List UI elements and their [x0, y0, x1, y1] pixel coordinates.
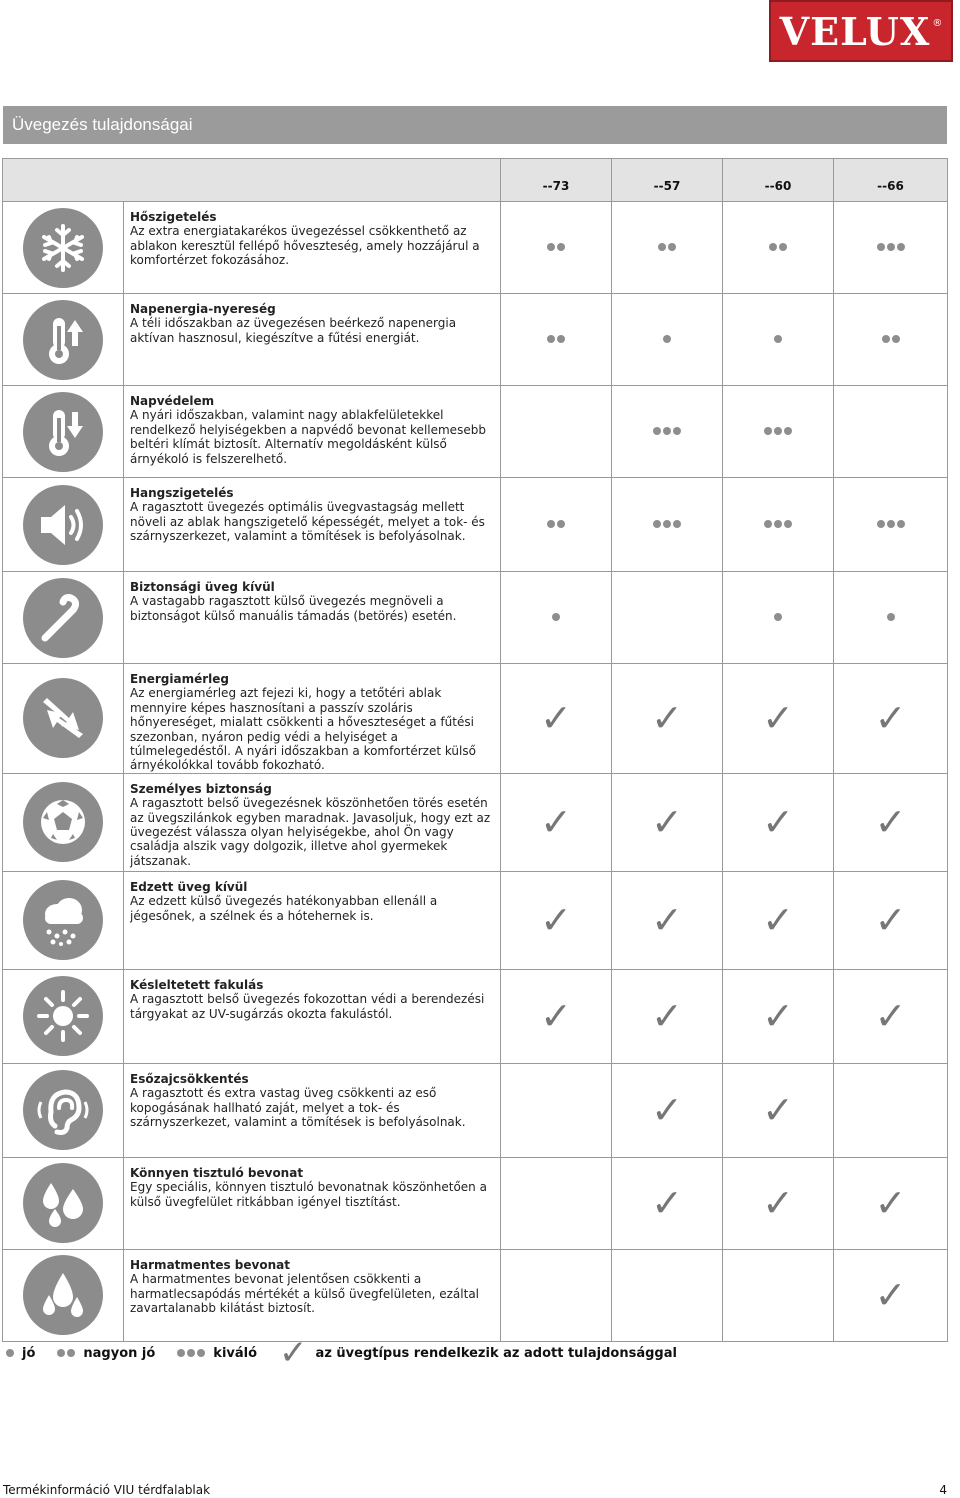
icon-cell: [3, 478, 124, 572]
rating-cell: [834, 969, 948, 1063]
rating-cell: [834, 871, 948, 969]
rating-cell: [501, 572, 612, 664]
checkmark-icon: ✓: [540, 994, 572, 1039]
legend-very-good-label: nagyon jó: [83, 1345, 156, 1361]
checkmark-icon: ✓: [651, 898, 683, 943]
page-number: 4: [939, 1483, 947, 1497]
property-text: A vastagabb ragasztott külső üvegezés megnöveli a biztonságot külső manuális támadás (betörés) esetén.: [130, 594, 457, 623]
rating-cell: [612, 969, 723, 1063]
checkmark-icon: ✓: [651, 994, 683, 1039]
table-header-row: [3, 159, 948, 202]
property-description: [124, 871, 501, 969]
rating-dots-icon: [877, 520, 905, 528]
rating-cell: [612, 294, 723, 386]
checkmark-icon: ✓: [762, 1088, 794, 1133]
legend-excellent: [177, 1346, 257, 1361]
property-description: [124, 478, 501, 572]
table-row: [3, 478, 948, 572]
rating-cell: [612, 1157, 723, 1249]
rating-cell: [723, 1157, 834, 1249]
rating-cell: [501, 478, 612, 572]
header-blank: [3, 159, 501, 202]
property-text: A nyári időszakban, valamint nagy ablakfelületekkel rendelkező helyiségekben a napvédő bevonat kellemesebb beltéri klímát biztosít. Alternatív megoldásként külső árnyékoló is felszerelhető.: [130, 408, 486, 466]
rating-cell: [501, 1249, 612, 1341]
checkmark-icon: ✓: [279, 1333, 308, 1373]
rating-dots-icon: [774, 613, 782, 621]
property-description: [124, 1249, 501, 1341]
rating-cell: [612, 1063, 723, 1157]
table-row: [3, 969, 948, 1063]
checkmark-icon: ✓: [762, 800, 794, 845]
checkmark-icon: ✓: [874, 1273, 907, 1318]
legend-check: [279, 1333, 677, 1373]
rating-cell: [834, 478, 948, 572]
table-row: [3, 664, 948, 774]
rating-dots-icon: [877, 243, 905, 251]
col-header: --73: [501, 159, 612, 202]
rating-cell: [612, 871, 723, 969]
rating-cell: [501, 1063, 612, 1157]
rating-dots-icon: [547, 335, 565, 343]
property-title: Könnyen tisztuló bevonat: [130, 1165, 304, 1180]
rating-cell: [723, 871, 834, 969]
rating-cell: [834, 1157, 948, 1249]
rating-cell: [501, 1157, 612, 1249]
property-text: Az energiamérleg azt fejezi ki, hogy a tetőtéri ablak mennyire képes hasznosítani a passzív szoláris hőnyereséget, mialatt csökkenti a hőveszteséget a fűtési szezonban, nyáron pedig védi a helyiséget a túlmelegedéstől. A nyári időszakban a komfortérzet külső árnyékolókkal tovább fokozható.: [130, 686, 476, 773]
table-row: [3, 202, 948, 294]
property-title: Hőszigetelés: [130, 210, 217, 224]
rating-cell: [723, 386, 834, 478]
icon-cell: [3, 664, 124, 774]
checkmark-icon: ✓: [874, 1181, 907, 1226]
checkmark-icon: ✓: [874, 696, 907, 741]
col-header: --60: [723, 159, 834, 202]
rating-cell: [834, 664, 948, 774]
icon-cell: [3, 871, 124, 969]
icon-cell: [3, 1063, 124, 1157]
icon-cell: [3, 386, 124, 478]
rating-cell: [612, 1249, 723, 1341]
rating-dots-icon: [764, 520, 792, 528]
rating-dots-icon: [658, 243, 676, 251]
checkmark-icon: ✓: [540, 696, 572, 741]
table-row: [3, 294, 948, 386]
rating-cell: [723, 1063, 834, 1157]
checkmark-icon: ✓: [874, 898, 907, 943]
rating-cell: [723, 478, 834, 572]
ear-icon: [23, 1070, 103, 1150]
property-title: Napvédelem: [130, 394, 215, 408]
rating-cell: [501, 664, 612, 774]
property-title: Személyes biztonság: [130, 781, 272, 796]
ball-icon: [23, 782, 103, 862]
property-text: Egy speciális, könnyen tisztuló bevonatnak köszönhetően a külső üvegfelület ritkábban igényel tisztítást.: [130, 1180, 487, 1209]
rating-cell: [501, 294, 612, 386]
property-text: Az edzett külső üvegezés hatékonyabban ellenáll a jégesőnek, a szélnek és a hótehernek is.: [130, 894, 438, 923]
rating-cell: [501, 386, 612, 478]
legend-good-label: jó: [22, 1345, 36, 1361]
property-title: Késleltetett fakulás: [130, 977, 264, 992]
table-row: [3, 1157, 948, 1249]
table-row: [3, 773, 948, 871]
rating-cell: [834, 202, 948, 294]
rating-dots-icon: [764, 427, 792, 435]
property-description: [124, 294, 501, 386]
rating-cell: [501, 871, 612, 969]
rating-cell: [723, 572, 834, 664]
checkmark-icon: ✓: [762, 696, 794, 741]
rating-cell: [612, 478, 723, 572]
checkmark-icon: ✓: [651, 696, 683, 741]
property-title: Energiamérleg: [130, 672, 229, 686]
rating-cell: [612, 572, 723, 664]
rating-dots-icon: [552, 613, 560, 621]
one-dot-icon: [6, 1349, 14, 1357]
rating-cell: [834, 1063, 948, 1157]
property-text: A ragasztott üvegezés optimális üvegvastagság mellett növeli az ablak hangszigetelő képességét, melyet a tok- és szárnyszerkezet, valamint a tömítések is befolyásolnak.: [130, 500, 485, 544]
property-text: A ragasztott belső üvegezés fokozottan védi a berendezési tárgyakat az UV-sugárzás okozta fakulástól.: [130, 992, 485, 1021]
checkmark-icon: ✓: [651, 1181, 683, 1226]
clean-drops-icon: [23, 1163, 103, 1243]
checkmark-icon: ✓: [540, 898, 572, 943]
crowbar-icon: [23, 578, 103, 658]
property-description: [124, 1157, 501, 1249]
velux-logo: [769, 0, 953, 62]
rating-dots-icon: [663, 335, 671, 343]
rating-cell: [834, 386, 948, 478]
rating-cell: [612, 773, 723, 871]
rating-cell: [612, 386, 723, 478]
rating-cell: [834, 294, 948, 386]
rating-dots-icon: [547, 520, 565, 528]
property-description: [124, 386, 501, 478]
property-title: Napenergia-nyereség: [130, 302, 276, 316]
logo-text: VELUX: [779, 8, 931, 54]
rating-dots-icon: [769, 243, 787, 251]
checkmark-icon: ✓: [540, 800, 572, 845]
two-dots-icon: [57, 1349, 75, 1357]
rating-dots-icon: [887, 613, 895, 621]
table-row: [3, 386, 948, 478]
rating-cell: [834, 773, 948, 871]
legend-very-good: [57, 1346, 155, 1361]
icon-cell: [3, 773, 124, 871]
rating-dots-icon: [547, 243, 565, 251]
property-text: A ragasztott belső üvegezésnek köszönhetően törés esetén az üvegszilánkok egyben maradnak. Javasoljuk, hogy ezt az üvegezést válassza olyan helyiségekbe, ahol Ön vagy családja alszik vagy dolgozik, illetve ahol gyermekek játszanak.: [130, 796, 491, 868]
property-title: Esőzajcsökkentés: [130, 1071, 249, 1086]
property-title: Biztonsági üveg kívül: [130, 580, 275, 594]
sun-icon: [23, 976, 103, 1056]
rating-cell: [723, 202, 834, 294]
property-text: A harmatmentes bevonat jelentősen csökkenti a harmatlecsapódás mértékét a külső üvegfelületen, ezáltal zavartalanabb kilátást biztosít.: [130, 1272, 480, 1316]
table-row: [3, 1063, 948, 1157]
property-description: [124, 572, 501, 664]
checkmark-icon: ✓: [762, 898, 794, 943]
table-row: [3, 871, 948, 969]
property-title: Edzett üveg kívül: [130, 879, 248, 894]
rating-cell: [834, 1249, 948, 1341]
property-description: [124, 664, 501, 774]
rating-cell: [723, 773, 834, 871]
icon-cell: [3, 969, 124, 1063]
col-header: --57: [612, 159, 723, 202]
rating-cell: [834, 572, 948, 664]
rating-dots-icon: [882, 335, 900, 343]
speaker-icon: [23, 485, 103, 565]
rating-cell: [723, 294, 834, 386]
col-header: --66: [834, 159, 948, 202]
property-description: [124, 1063, 501, 1157]
icon-cell: [3, 1157, 124, 1249]
rating-cell: [501, 969, 612, 1063]
property-title: Hangszigetelés: [130, 486, 234, 500]
hail-cloud-icon: [23, 880, 103, 960]
rating-cell: [612, 664, 723, 774]
property-description: [124, 773, 501, 871]
dew-drops-icon: [23, 1255, 103, 1335]
properties-table: [2, 158, 948, 1342]
icon-cell: [3, 1249, 124, 1341]
icon-cell: [3, 294, 124, 386]
rating-cell: [723, 1249, 834, 1341]
rating-cell: [612, 202, 723, 294]
property-description: [124, 969, 501, 1063]
rating-cell: [501, 202, 612, 294]
property-title: Harmatmentes bevonat: [130, 1257, 290, 1272]
snowflake-icon: [23, 208, 103, 288]
table-row: [3, 572, 948, 664]
property-text: A téli időszakban az üvegezésen beérkező napenergia aktívan hasznosul, kiegészítve a fűtési energiát.: [130, 316, 457, 345]
three-dots-icon: [177, 1349, 205, 1357]
property-description: [124, 202, 501, 294]
legend: [6, 1333, 699, 1373]
logo-registered: ®: [932, 17, 943, 29]
rating-cell: [723, 969, 834, 1063]
icon-cell: [3, 572, 124, 664]
rating-cell: [501, 773, 612, 871]
table-row: [3, 1249, 948, 1341]
rating-dots-icon: [653, 427, 681, 435]
legend-check-label: az üvegtípus rendelkezik az adott tulajdonsággal: [315, 1345, 677, 1361]
page-title: Üvegezés tulajdonságai: [3, 106, 947, 144]
checkmark-icon: ✓: [874, 800, 907, 845]
property-text: Az extra energiatakarékos üvegezéssel csökkenthető az ablakon keresztül fellépő hőveszteség, amely hozzájárul a komfortérzet fokozásához.: [130, 224, 480, 268]
rating-dots-icon: [653, 520, 681, 528]
checkmark-icon: ✓: [874, 994, 907, 1039]
legend-excellent-label: kiváló: [213, 1345, 258, 1361]
checkmark-icon: ✓: [762, 994, 794, 1039]
checkmark-icon: ✓: [762, 1181, 794, 1226]
rating-cell: [723, 664, 834, 774]
energy-arrows-icon: [23, 678, 103, 758]
thermometer-down-icon: [23, 392, 103, 472]
legend-good: [6, 1346, 35, 1361]
footer-title: Termékinformáció VIU térdfalablak: [3, 1483, 211, 1497]
thermometer-up-icon: [23, 300, 103, 380]
checkmark-icon: ✓: [651, 1088, 683, 1133]
property-text: A ragasztott és extra vastag üveg csökkenti az eső kopogásának hallható zaját, melyet a tok- és szárnyszerkezet, valamint a tömítések is befolyásolnak.: [130, 1086, 466, 1130]
checkmark-icon: ✓: [651, 800, 683, 845]
rating-dots-icon: [774, 335, 782, 343]
icon-cell: [3, 202, 124, 294]
